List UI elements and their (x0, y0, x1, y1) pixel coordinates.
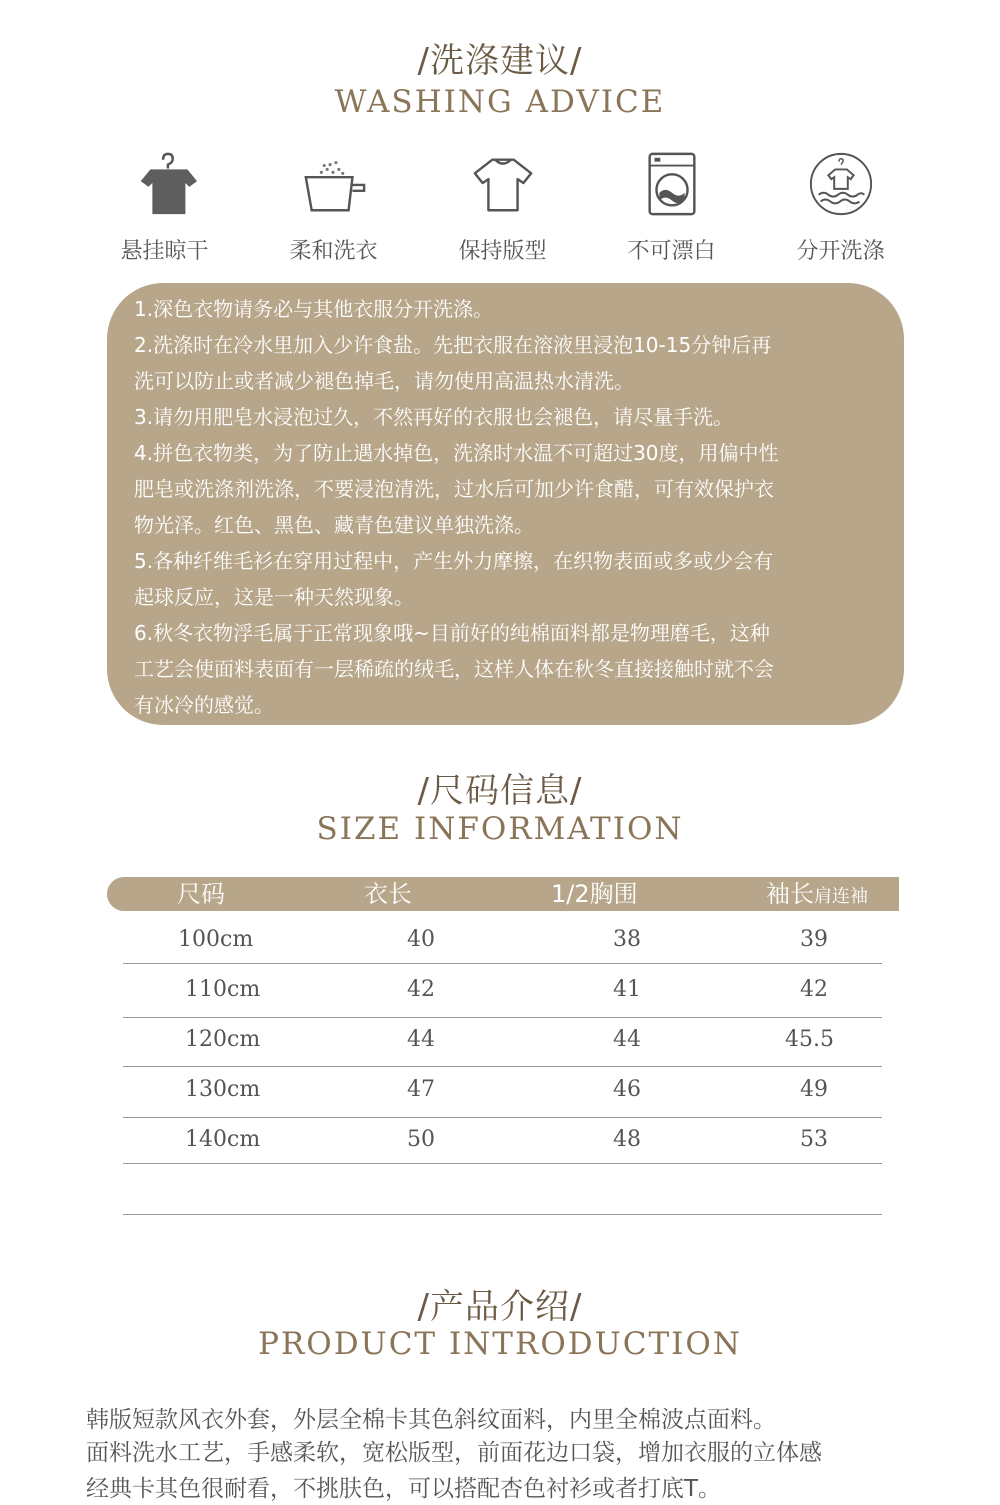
advice-line: 工艺会使面料表面有一层稀疏的绒毛，这样人体在秋冬直接接触时就不会 (134, 657, 774, 681)
cell-sleeve: 45.5 (785, 1027, 834, 1052)
cell-length: 42 (407, 977, 435, 1002)
shirt-outline-icon (468, 150, 538, 218)
header-chest: 1/2胸围 (551, 880, 638, 908)
row-divider (123, 1214, 882, 1215)
separate-wash-icon (806, 150, 876, 218)
cell-size: 130cm (185, 1077, 261, 1102)
washing-machine-icon (637, 150, 707, 218)
care-item-hang-dry (80, 150, 249, 265)
care-label-keep-shape: 保持版型 (458, 239, 547, 264)
advice-line: 4.拼色衣物类，为了防止遇水掉色，洗涤时水温不可超过30度，用偏中性 (134, 441, 779, 465)
size-title-cn: /尺码信息/ (417, 771, 583, 811)
advice-line: 6.秋冬衣物浮毛属于正常现象哦~目前好的纯棉面料都是物理磨毛，这种 (134, 621, 770, 645)
care-label-separate: 分开洗涤 (796, 239, 885, 264)
cell-sleeve: 53 (800, 1127, 828, 1152)
care-item-gentle (249, 150, 418, 265)
row-divider (123, 963, 882, 964)
care-label-gentle: 柔和洗衣 (289, 239, 378, 264)
gentle-wash-icon (299, 150, 369, 218)
advice-line: 2.洗涤时在冷水里加入少许食盐。先把衣服在溶液里浸泡10-15分钟后再 (134, 333, 772, 357)
advice-line: 有冰冷的感觉。 (134, 693, 274, 717)
advice-line: 起球反应，这是一种天然现象。 (134, 585, 414, 609)
header-size: 尺码 (177, 880, 225, 908)
cell-chest: 46 (613, 1077, 641, 1102)
product-intro-line: 经典卡其色很耐看，不挑肤色，可以搭配杏色衬衫或者打底T。 (86, 1476, 722, 1502)
advice-line: 5.各种纤维毛衫在穿用过程中，产生外力摩擦，在织物表面或多或少会有 (134, 549, 774, 573)
cell-length: 44 (407, 1027, 435, 1052)
header-length: 衣长 (364, 880, 412, 908)
cell-sleeve: 42 (800, 977, 828, 1002)
row-divider (123, 1017, 882, 1018)
care-item-no-bleach (587, 150, 756, 265)
washing-title-en: WASHING ADVICE (334, 84, 666, 120)
cell-size: 120cm (185, 1027, 261, 1052)
advice-line: 1.深色衣物请务必与其他衣服分开洗涤。 (134, 297, 494, 321)
cell-size: 100cm (178, 927, 254, 952)
size-title-en: SIZE INFORMATION (316, 811, 684, 847)
cell-chest: 48 (613, 1127, 641, 1152)
row-divider (123, 1117, 882, 1118)
care-item-separate (756, 150, 925, 265)
header-sleeve-label: 袖长 (766, 880, 814, 908)
cell-size: 140cm (185, 1127, 261, 1152)
product-intro-line: 面料洗水工艺，手感柔软，宽松版型，前面花边口袋，增加衣服的立体感 (86, 1440, 822, 1466)
header-sleeve-note: 肩连袖 (814, 886, 868, 907)
cell-chest: 44 (613, 1027, 641, 1052)
product-title-cn: /产品介绍/ (417, 1287, 583, 1327)
care-label-no-bleach: 不可漂白 (627, 239, 716, 264)
cell-size: 110cm (185, 977, 261, 1002)
care-label-hang-dry: 悬挂晾干 (120, 239, 209, 264)
advice-line: 洗可以防止或者减少褪色掉毛，请勿使用高温热水清洗。 (134, 369, 634, 393)
cell-length: 40 (407, 927, 435, 952)
cell-chest: 41 (613, 977, 641, 1002)
care-icons-row (80, 150, 925, 265)
washing-advice-box (107, 283, 904, 725)
product-title-en: PRODUCT INTRODUCTION (258, 1326, 742, 1362)
cell-length: 50 (407, 1127, 435, 1152)
row-divider (123, 1163, 882, 1164)
advice-line: 物光泽。红色、黑色、藏青色建议单独洗涤。 (134, 513, 534, 537)
size-table-header (107, 877, 899, 911)
cell-sleeve: 39 (800, 927, 828, 952)
advice-line: 3.请勿用肥皂水浸泡过久，不然再好的衣服也会褪色，请尽量手洗。 (134, 405, 734, 429)
care-item-keep-shape (418, 150, 587, 265)
cell-sleeve: 49 (800, 1077, 828, 1102)
row-divider (123, 1066, 882, 1067)
hang-dry-icon (130, 150, 200, 218)
washing-title-cn: /洗涤建议/ (417, 41, 583, 81)
header-sleeve (766, 877, 868, 914)
cell-length: 47 (407, 1077, 435, 1102)
cell-chest: 38 (613, 927, 641, 952)
product-intro-line: 韩版短款风衣外套，外层全棉卡其色斜纹面料，内里全棉波点面料。 (86, 1407, 776, 1433)
advice-line: 肥皂或洗涤剂洗涤，不要浸泡清洗，过水后可加少许食醋，可有效保护衣 (134, 477, 774, 501)
